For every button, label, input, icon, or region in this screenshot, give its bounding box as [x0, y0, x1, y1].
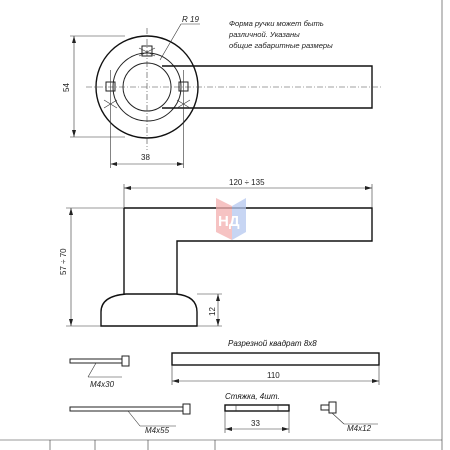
- tie-title: Стяжка, 4шт.: [225, 392, 280, 401]
- screw-12-label: M4x12: [347, 424, 372, 433]
- screw-12-shank: [321, 405, 329, 410]
- note-line-1: Форма ручки может быть: [229, 19, 324, 28]
- screw-55-label: M4x55: [145, 426, 170, 435]
- neck-side: [124, 276, 177, 294]
- tie-length-label: 33: [251, 419, 260, 428]
- screw-30-shank: [70, 359, 122, 363]
- square-bar: [172, 353, 379, 365]
- side-base-label: 12: [208, 307, 217, 316]
- screw-55-shank: [70, 407, 183, 411]
- square-title: Разрезной квадрат 8x8: [228, 339, 317, 348]
- screw-30-label: M4x30: [90, 380, 115, 389]
- screw-m4x30: [70, 356, 129, 389]
- top-view: [62, 15, 382, 168]
- side-length-label: 120 ÷ 135: [229, 178, 265, 187]
- tie-part: [225, 392, 289, 433]
- screw-30-leader: [88, 363, 96, 377]
- note-block: [228, 19, 333, 50]
- side-height-label: 57 ÷ 70: [59, 248, 68, 275]
- screw-12-head: [329, 402, 336, 413]
- tie-bar: [225, 405, 289, 411]
- side-view: [59, 178, 372, 326]
- rosette-side-base: [101, 294, 197, 326]
- screw-m4x55: [70, 404, 190, 435]
- radius-leader: [160, 24, 181, 60]
- watermark-text: НД: [218, 213, 240, 230]
- note-line-3: общие габаритные размеры: [229, 41, 333, 50]
- square-length-label: 110: [267, 371, 280, 380]
- screw-55-leader: [128, 411, 140, 426]
- screw-30-head: [122, 356, 129, 366]
- top-height-label: 54: [62, 83, 71, 92]
- screw-12-leader: [332, 413, 344, 424]
- note-line-2: различной. Указаны: [229, 30, 300, 39]
- top-width-label: 38: [141, 153, 150, 162]
- lever-side-outline: [124, 208, 372, 276]
- screw-55-head: [183, 404, 190, 414]
- screw-m4x12: [321, 402, 378, 433]
- square-spindle-part: [172, 339, 379, 385]
- watermark-logo: [216, 198, 246, 240]
- radius-label: R 19: [182, 15, 199, 24]
